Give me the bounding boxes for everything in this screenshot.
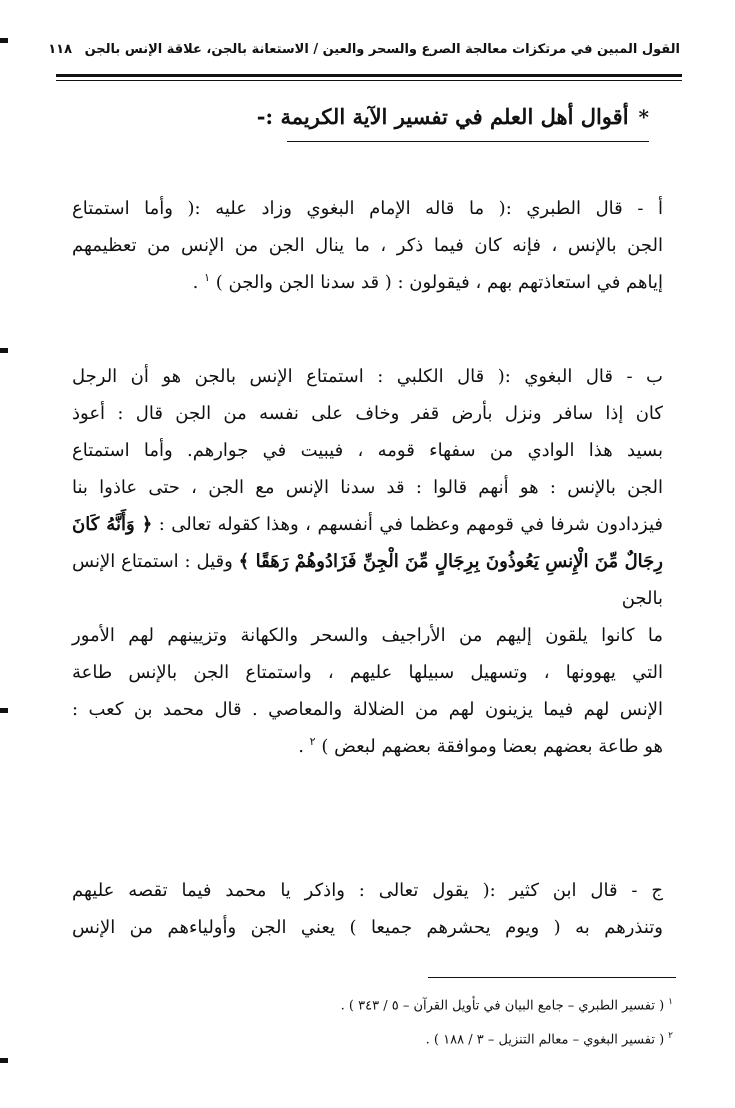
paragraph-line: الجن بالإنس ، فإنه كان فيما ذكر ، ما ينال الجن من الإنس من تعظيمهم: [72, 235, 663, 256]
header-rule-thick: [56, 74, 682, 77]
running-header: [48, 42, 680, 57]
footnote-1: $^١$( تفسير الطبري – جامع البيان في تأويل القرآن – ٥ / ٣٤٣ ) .: [340, 997, 673, 1014]
paragraph-line: كان إذا سافر ونزل بأرض قفر وخاف على نفسه من الجن قال : أعوذ: [72, 403, 663, 424]
paragraph-line: إياهم في استعاذتهم بهم ، فيقولون : ( قد سدنا الجن والجن ) $^١$ .: [192, 271, 663, 293]
paragraph-line: الجن بالإنس : هو أنهم قالوا : قد سدنا الإنس مع الجن ، حتى عاذوا بنا: [72, 477, 663, 498]
paragraph-ba: [72, 358, 663, 765]
section-heading: [257, 104, 649, 129]
running-title: القول المبين في مرتكزات معالجة الصرع والسحر والعين / الاستعانة بالجن، علاقة الإنس بالجن: [84, 42, 680, 57]
footnotes: [341, 987, 673, 1056]
paragraph-line: الإنس لهم فيما يزينون لهم من الضلالة والمعاصي . قال محمد بن كعب :: [72, 699, 663, 720]
paragraph-line: ما كانوا يلقون إليهم من الأراجيف والسحر والكهانة وتزيينهم لهم الأمور: [72, 625, 663, 646]
footnote-ref-1: ١: [204, 271, 211, 284]
paragraph-line: بسيد هذا الوادي من سفهاء قومه ، فيبيت في جوارهم. وأما استمتاع: [72, 440, 663, 461]
paragraph-jim: [72, 872, 663, 946]
verse-continuation: وقيل : استمتاع الإنس بالجن: [72, 551, 663, 609]
paragraph-line: ج - قال ابن كثير :( يقول تعالى : واذكر يا محمد فيما تقصه عليهم: [72, 880, 663, 901]
quran-verse: ﴿ وَأَنَّهُ كَانَ رِجَالٌ مِّنَ الْإِنسِ يَعُوذُونَ بِرِجَالٍ مِّنَ الْجِنِّ فَزَادُوهُمْ رَهَقًا ﴾: [72, 514, 663, 572]
heading-text: أقوال أهل العلم في تفسير الآية الكريمة :-: [256, 104, 629, 129]
heading-star: *: [638, 105, 649, 129]
paragraph-line: التي يهوونها ، وتسهيل سبيلها عليهم ، واستمتاع الجن بالإنس طاعة: [72, 662, 663, 683]
scan-edge-mark: [0, 1058, 8, 1063]
scan-edge-mark: [0, 708, 8, 713]
paragraph-alif: [72, 190, 663, 301]
footnote-2: $^٢$( تفسير البغوي – معالم التنزيل – ٣ / ١٨٨ ) .: [425, 1031, 673, 1048]
paragraph-line: ب - قال البغوي :( قال الكلبي : استمتاع الإنس بالجن هو أن الرجل: [72, 366, 663, 387]
paragraph-line: أ - قال الطبري :( ما قاله الإمام البغوي وزاد عليه :( وأما استمتاع: [72, 198, 663, 219]
paragraph-line: فيزدادون شرفا في قومهم وعظما في أنفسهم ، وهذا كقوله تعالى : ﴿ وَأَنَّهُ كَانَ رِجَالٌ مِّنَ الْإِنسِ يَعُوذُونَ بِرِجَالٍ مِّنَ الْجِنِّ فَزَادُوهُمْ رَهَقًا ﴾ وقيل : استمتاع الإنس بالجن: [72, 514, 663, 609]
page-number: ١١٨: [48, 42, 73, 57]
heading-underline: [287, 141, 649, 142]
scan-edge-mark: [0, 38, 8, 43]
scan-edge-mark: [0, 348, 8, 353]
header-rule-thin: [56, 80, 682, 81]
footnote-ref-2: ٢: [309, 735, 316, 748]
footnote-separator: [428, 977, 676, 978]
paragraph-line: هو طاعة بعضهم بعضا وموافقة بعضهم لبعض ) $^٢$ .: [298, 735, 663, 757]
paragraph-line: وتنذرهم به ( ويوم يحشرهم جميعا ) يعني الجن وأولياءهم من الإنس: [72, 917, 663, 938]
